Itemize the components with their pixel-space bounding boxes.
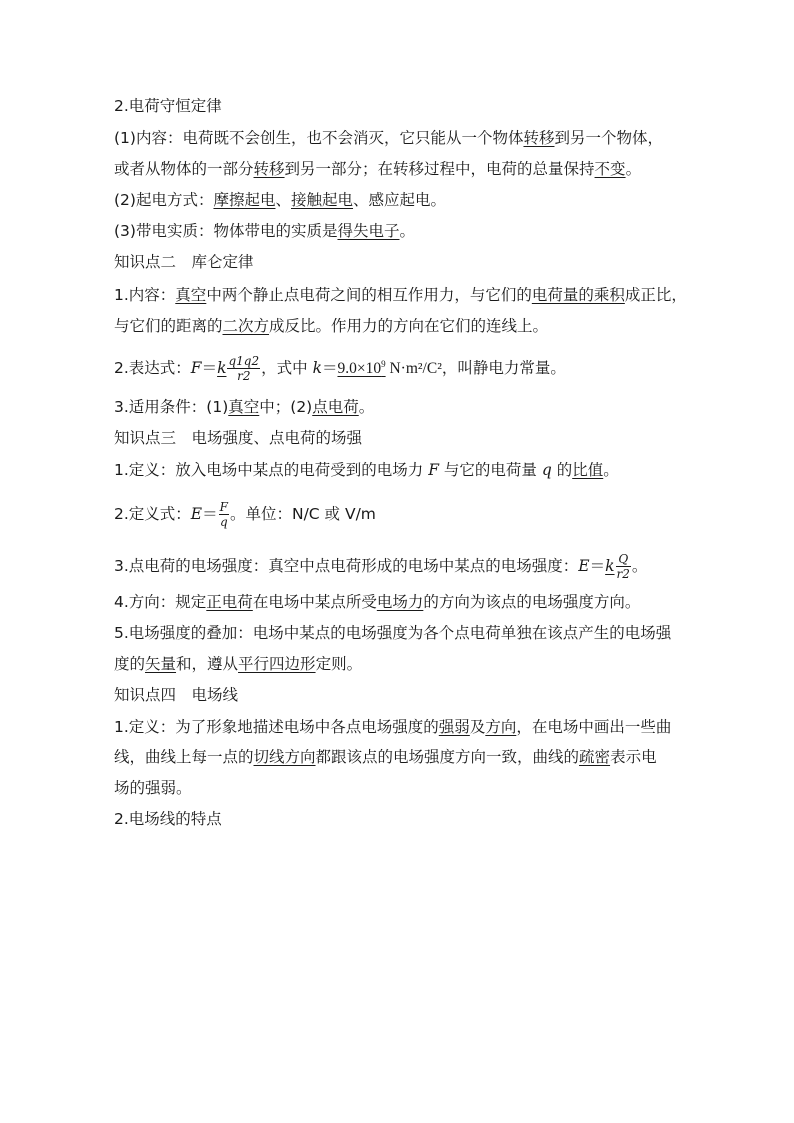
paragraph-content-line1: (1)内容：电荷既不会创生，也不会消灭，它只能从一个物体转移到另一个物体， bbox=[114, 129, 663, 147]
paragraph-point-charge-field: 3.点电荷的电场强度：真空中点电荷形成的电场中某点的电场强度：E＝k $\frac{Q}{r2}$ 。 bbox=[114, 552, 648, 581]
paragraph-superposition-line2: 度的矢量和，遵从平行四边形定则。 bbox=[114, 655, 363, 673]
section-title-charge-conservation: 2.电荷守恒定律 bbox=[114, 97, 222, 115]
paragraph-coulomb-content-line1: 1.内容：真空中两个静止点电荷之间的相互作用力，与它们的电荷量的乘积成正比， bbox=[114, 286, 687, 304]
paragraph-field-lines-line3: 场的强弱。 bbox=[114, 779, 192, 797]
heading-knowledge-point-3: 知识点三 电场强度、点电荷的场强 bbox=[114, 429, 363, 447]
paragraph-field-definition: 1.定义：放入电场中某点的电荷受到的电场力 F 与它的电荷量 q 的比值。 bbox=[114, 461, 619, 479]
point-charge-fraction: $\frac{Q}{r2}$ bbox=[616, 552, 630, 581]
paragraph-superposition-line1: 5.电场强度的叠加：电场中某点的电场强度为各个点电荷单独在该点产生的电场强 bbox=[114, 624, 672, 642]
paragraph-content-line2: 或者从物体的一部分转移到另一部分；在转移过程中，电荷的总量保持不变。 bbox=[114, 160, 642, 178]
paragraph-coulomb-formula: 2.表达式：F＝k $\frac{q1q2}{r2}$ ，式中 $k=9.0\times 10^9$ N·m²/C²，叫静电力常量。 bbox=[114, 354, 566, 383]
heading-knowledge-point-4: 知识点四 电场线 bbox=[114, 686, 239, 704]
paragraph-charging-methods: (2)起电方式：摩擦起电、接触起电、感应起电。 bbox=[114, 191, 447, 209]
field-fraction: $\frac{F}{q}$ bbox=[219, 500, 228, 529]
paragraph-conditions: 3.适用条件：(1)真空中；(2)点电荷。 bbox=[114, 398, 375, 416]
heading-knowledge-point-2: 知识点二 库仑定律 bbox=[114, 253, 254, 271]
paragraph-field-lines-line1: 1.定义：为了形象地描述电场中各点电场强度的强弱及方向，在电场中画出一些曲 bbox=[114, 718, 672, 736]
coulomb-fraction: $\frac{q1q2}{r2}$ bbox=[228, 354, 260, 383]
paragraph-field-lines-features: 2.电场线的特点 bbox=[114, 810, 222, 828]
paragraph-charging-essence: (3)带电实质：物体带电的实质是得失电子。 bbox=[114, 222, 415, 240]
paragraph-field-lines-line2: 线，曲线上每一点的切线方向都跟该点的电场强度方向一致，曲线的疏密表示电 bbox=[114, 748, 657, 766]
paragraph-field-formula: 2.定义式：E＝ $\frac{F}{q}$ 。单位：N/C 或 V/m bbox=[114, 500, 376, 529]
paragraph-field-direction: 4.方向：规定正电荷在电场中某点所受电场力的方向为该点的电场强度方向。 bbox=[114, 593, 641, 611]
paragraph-coulomb-content-line2: 与它们的距离的二次方成反比。作用力的方向在它们的连线上。 bbox=[114, 317, 549, 335]
